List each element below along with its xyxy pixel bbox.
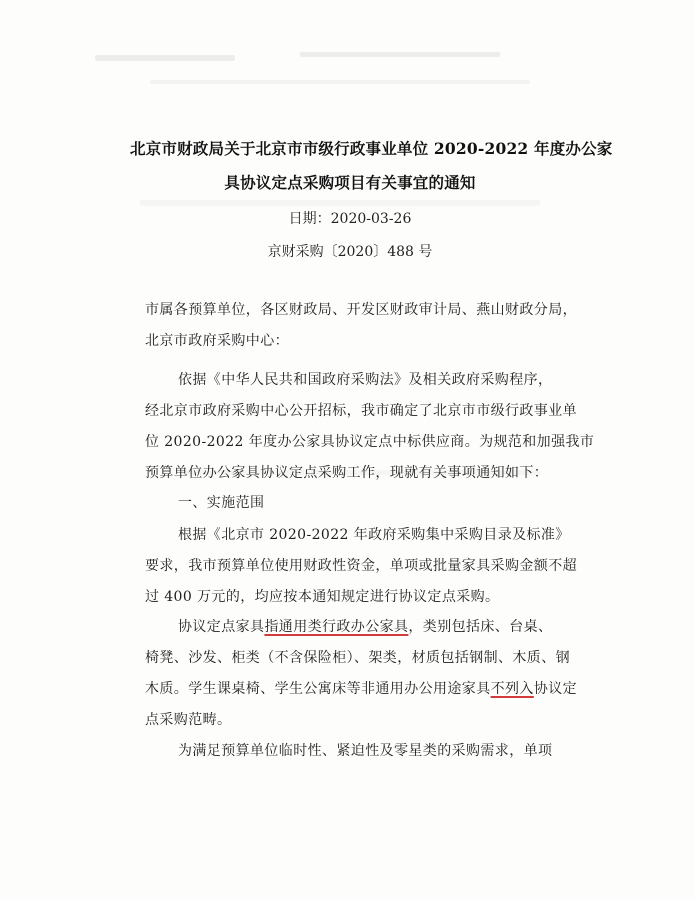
paragraph-1-line-4: 预算单位办公家具协议定点采购工作，现就有关事项通知如下：: [145, 465, 549, 481]
document-title-line-2: 具协议定点采购项目有关事宜的通知: [224, 173, 476, 192]
paragraph-4-line-1: 为满足预算单位临时性、紧迫性及零星类的采购需求，单项: [178, 743, 553, 759]
paragraph-1-line-2: 经北京市政府采购中心公开招标，我市确定了北京市市级行政事业单: [145, 403, 577, 419]
addressee-line-2: 北京市政府采购中心：: [145, 333, 289, 349]
paragraph-3-text: 协议定: [533, 681, 578, 697]
paragraph-3-line-3: [145, 678, 577, 698]
addressee-line-1: 市属各预算单位，各区财政局、开发区财政审计局、燕山财政分局，: [145, 302, 577, 318]
document-date: 日期：2020-03-26: [288, 211, 412, 227]
paragraph-3-line-1: [178, 616, 552, 636]
scan-smudge: [95, 55, 235, 61]
document-title-line-1: 北京市财政局关于北京市市级行政事业单位 2020-2022 年度办公家: [130, 139, 613, 158]
scan-smudge: [150, 80, 530, 84]
red-underlined-text: 不列入: [490, 681, 534, 697]
paragraph-2-line-2: 要求，我市预算单位使用财政性资金，单项或批量家具采购金额不超: [145, 558, 577, 574]
paragraph-3-text: 协议定点家具: [178, 619, 265, 635]
paragraph-1-line-1: 依据《中华人民共和国政府采购法》及相关政府采购程序，: [178, 372, 553, 388]
red-underlined-text: 指通用类行政办公家具: [264, 619, 409, 635]
scan-smudge: [300, 52, 500, 57]
paragraph-3-text: ，类别包括床、台桌、: [408, 619, 553, 635]
scan-smudge: [140, 200, 540, 206]
paragraph-1-line-3: 位 2020-2022 年度办公家具协议定点中标供应商。为规范和加强我市: [145, 434, 595, 450]
section-1-heading: 一、实施范围: [178, 495, 265, 511]
paragraph-2-line-1: 根据《北京市 2020-2022 年政府采购集中采购目录及标准》: [178, 527, 570, 543]
paragraph-3-line-4: 点采购范畴。: [145, 712, 232, 728]
paragraph-2-line-3: 过 400 万元的，均应按本通知规定进行协议定点采购。: [145, 589, 500, 605]
document-number: 京财采购〔2020〕488 号: [267, 244, 433, 260]
paragraph-3-line-2: 椅凳、沙发、柜类（不含保险柜）、架类，材质包括钢制、木质、钢: [145, 650, 570, 666]
paragraph-3-text: 木质。学生课桌椅、学生公寓床等非通用办公用途家具: [145, 681, 491, 697]
